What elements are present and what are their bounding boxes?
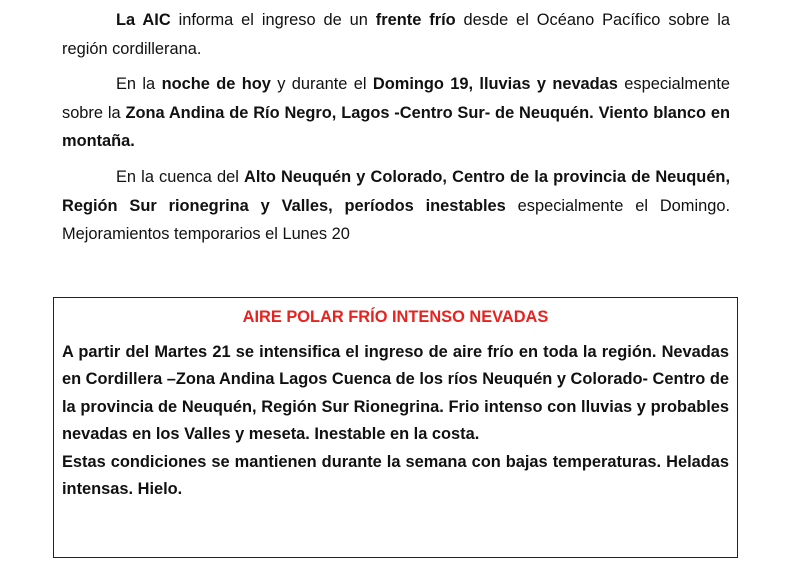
alert-title: AIRE POLAR FRÍO INTENSO NEVADAS — [242, 308, 549, 326]
alert-body — [62, 339, 729, 503]
paragraph-aic-intro: La AIC informa el ingreso de un frente frío desde el Océano Pacífico sobre la región cordillerana. — [62, 11, 730, 58]
alert-body-paragraph: Estas condiciones se mantienen durante la semana con bajas temperaturas. Heladas intensas. Hielo. — [62, 452, 729, 499]
alert-body-paragraph: A partir del Martes 21 se intensifica el ingreso de aire frío en toda la región. Nevadas en Cordillera –Zona Andina Lagos Cuenca de los ríos Neuquén y Colorado- Centro de la provincia de Neuquén, Región Sur Rionegrina. Frio intenso con lluvias y probables nevadas en los Valles y meseta. Inestable en la costa. — [62, 343, 729, 444]
alert-box — [53, 297, 738, 558]
paragraph-sunday-forecast: En la noche de hoy y durante el Domingo 19, lluvias y nevadas especialmente sobre la Zona Andina de Río Negro, Lagos -Centro Sur- de Neuquén. Viento blanco en montaña. — [62, 75, 730, 150]
aic-label: La AIC — [116, 11, 171, 29]
frente-frio-label: frente frío — [375, 11, 456, 29]
paragraph-basin-forecast: En la cuenca del Alto Neuquén y Colorado, Centro de la provincia de Neuquén, Región Sur rionegrina y Valles, períodos inestables especialmente el Domingo. Mejoramientos temporarios el Lunes 20 — [62, 168, 731, 243]
